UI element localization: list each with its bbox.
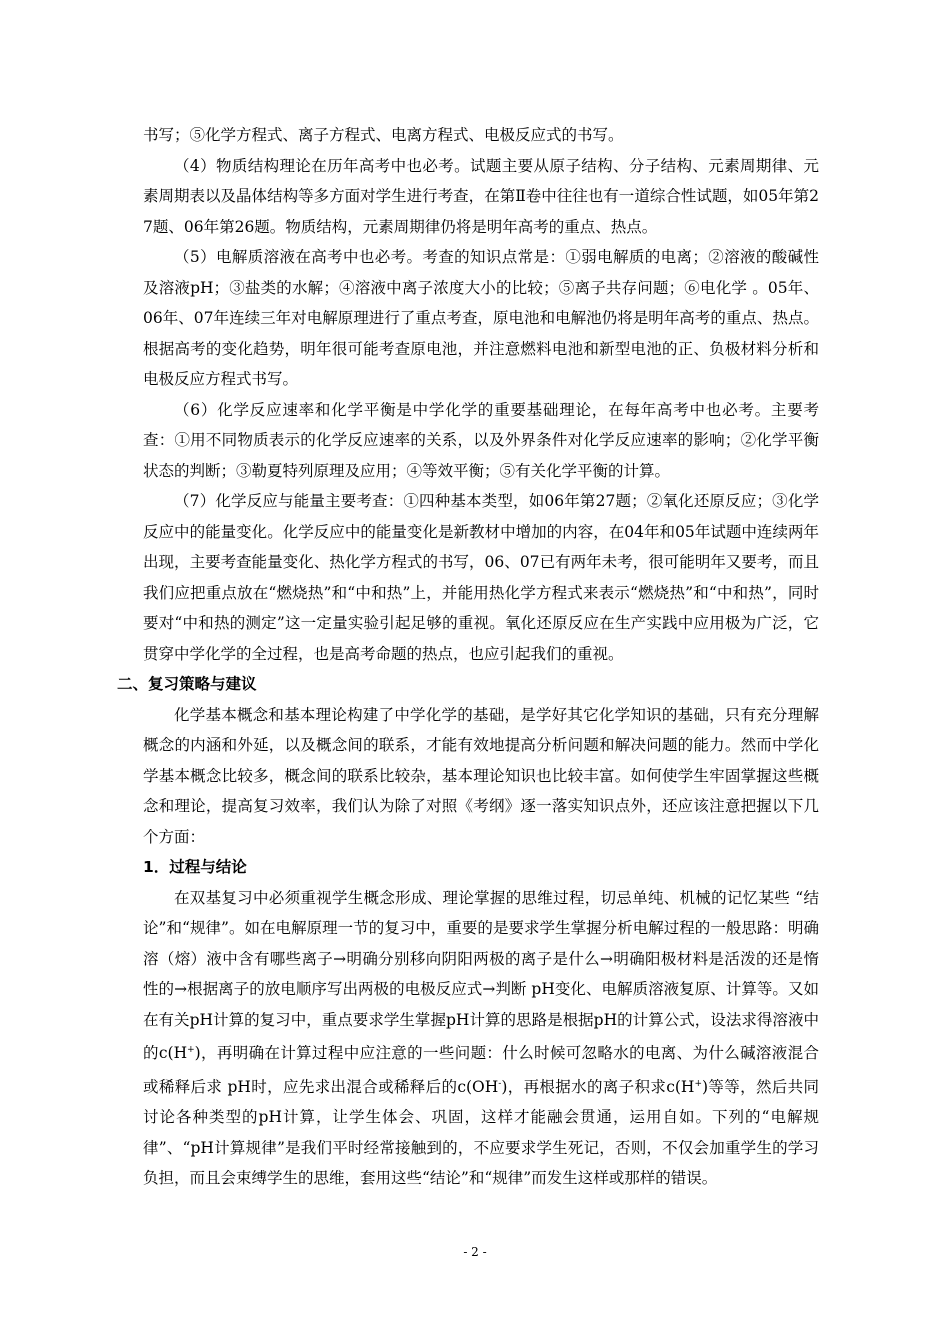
paragraph-process-and-conclusion bbox=[143, 883, 819, 1194]
paragraph-item-7: （7）化学反应与能量主要考查：①四种基本类型，如06年第27题；②氧化还原反应；③化学反应中的能量变化。化学反应中的能量变化是新教材中增加的内容，在04年和05年试题中连续两年出现，主要考查能量变化、热化学方程式的书写，06、07已有两年未考，很可能明年又要考，而且我们应把重点放在“燃烧热”和“中和热”上，并能用热化学方程式来表示“燃烧热”和“中和热”，同时要对“中和热的测定”这一定量实验引起足够的重视。氧化还原反应在生产实践中应用极为广泛，它贯穿中学化学的全过程，也是高考命题的热点，也应引起我们的重视。 bbox=[143, 492, 819, 663]
text-segment: 在双基复习中必须重视学生概念形成、理论掌握的思维过程，切忌单纯、机械的记忆某些 “结论”和“规律”。如在电解原理一节的复习中，重要的是要求学生掌握分析电解过程的一般思路：明确溶（熔）液中含有哪些离子→明确分别移向阴阳两极的离子是什么→明确阳极材料是活泼的还是惰性的→根据离子的放电顺序写出两极的电极反应式→判断 pH变化、电解质溶液复原、计算等。又如在有关pH计算的复习中，重点要求学生掌握pH计算的思路是根据pH的计算公式，设法求得溶液中的c(H bbox=[143, 888, 819, 1063]
superscript-minus: - bbox=[498, 1078, 502, 1089]
section-heading-review-strategy: 二、复习策略与建议 bbox=[117, 675, 257, 693]
page-content bbox=[117, 120, 819, 1194]
superscript-plus: + bbox=[187, 1045, 195, 1055]
superscript-plus: + bbox=[694, 1078, 702, 1089]
page-number: - 2 - bbox=[463, 1245, 487, 1259]
paragraph-item-4: （4）物质结构理论在历年高考中也必考。试题主要从原子结构、分子结构、元素周期律、元素周期表以及晶体结构等多方面对学生进行考查，在第Ⅱ卷中往往也有一道综合性试题，如05年第27题、06年第26题。物质结构，元素周期律仍将是明年高考的重点、热点。 bbox=[143, 156, 819, 236]
paragraph-item-5: （5）电解质溶液在高考中也必考。考查的知识点常是：①弱电解质的电离；②溶液的酸碱性及溶液pH；③盐类的水解；④溶液中离子浓度大小的比较；⑤离子共存问题；⑥电化学 。05年、06年、07年连续三年对电解原理进行了重点考查，原电池和电解池仍将是明年高考的重点、热点。根据高考的变化趋势，明年很可能考查原电池，并注意燃料电池和新型电池的正、负极材料分析和电极反应方程式书写。 bbox=[143, 248, 819, 388]
paragraph-item-6: （6）化学反应速率和化学平衡是中学化学的重要基础理论，在每年高考中也必考。主要考查：①用不同物质表示的化学反应速率的关系，以及外界条件对化学反应速率的影响；②化学平衡状态的判断；③勒夏特列原理及应用；④等效平衡；⑤有关化学平衡的计算。 bbox=[143, 400, 819, 480]
text-segment: )，再根据水的离子积求c(H bbox=[501, 1077, 695, 1096]
text-segment: )，再明确在计算过程中应注意的一些问题：什么时候可忽略水的电离、为什么碱溶液混合或稀释后求 pH时，应先求出混合或稀释后的c(OH bbox=[143, 1044, 819, 1096]
paragraph-strategy-intro: 化学基本概念和基本理论构建了中学化学的基础，是学好其它化学知识的基础，只有充分理解概念的内涵和外延，以及概念间的联系，才能有效地提高分析问题和解决问题的能力。然而中学化学基本概念比较多，概念间的联系比较杂，基本理论知识也比较丰富。如何使学生牢固掌握这些概念和理论，提高复习效率，我们认为除了对照《考纲》逐一落实知识点外，还应该注意把握以下几个方面： bbox=[143, 705, 819, 846]
subheading-process-and-conclusion: 1．过程与结论 bbox=[143, 858, 247, 876]
paragraph-writing-continued: 书写；⑤化学方程式、离子方程式、电离方程式、电极反应式的书写。 bbox=[143, 126, 624, 144]
text-segment: )等等，然后共同讨论各种类型的pH计算，让学生体会、巩固，这样才能融会贯通，运用自如。下列的“电解规律”、“pH计算规律”是我们平时经常接触到的，不应要求学生死记，否则，不仅会加重学生的学习负担，而且会束缚学生的思维，套用这些“结论”和“规律”而发生这样或那样的错误。 bbox=[143, 1077, 819, 1188]
